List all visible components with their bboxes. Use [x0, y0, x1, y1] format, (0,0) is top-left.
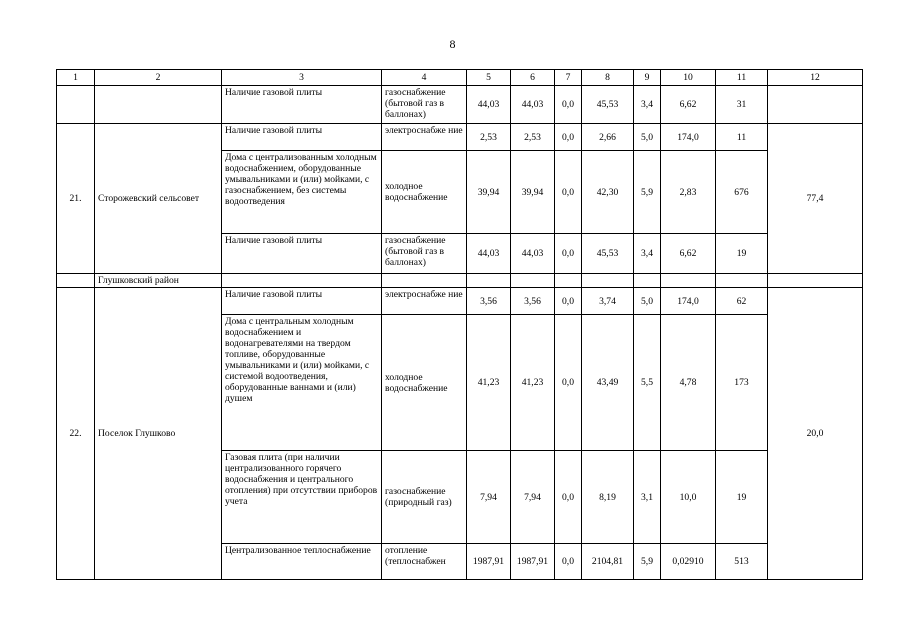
cell-value: 3,4	[634, 86, 661, 124]
cell-coef: 20,0	[768, 288, 863, 580]
cell-category: Газовая плита (при наличии централизованного горячего водоснабжения и центрального отопления) при отсутствии приборов учета	[222, 451, 382, 544]
cell-value: 41,23	[467, 315, 511, 451]
cell-value: 513	[716, 544, 768, 580]
cell-value: 10,0	[661, 451, 716, 544]
cell-value: 2,83	[661, 151, 716, 234]
cell-value: 3,74	[582, 288, 634, 315]
settlement-name: Сторожевский сельсовет	[95, 124, 222, 274]
cell-category: Наличие газовой плиты	[222, 124, 382, 151]
table-row	[57, 288, 863, 315]
header-cell: 11	[716, 70, 768, 86]
row-number: 21.	[57, 124, 95, 274]
cell-coef	[768, 86, 863, 124]
cell-num	[57, 86, 95, 124]
cell-value: 44,03	[467, 86, 511, 124]
cell-value: 2,66	[582, 124, 634, 151]
cell-value: 1987,91	[467, 544, 511, 580]
cell-service: электроснабже ние	[382, 124, 467, 151]
cell-value: 8,19	[582, 451, 634, 544]
table-row	[57, 124, 863, 151]
cell-value: 7,94	[511, 451, 555, 544]
cell-category: Дома с централизованным холодным водоснабжением, оборудованные умывальниками и (или) мойками, с газоснабжением, без системы водоотведения	[222, 151, 382, 234]
cell-service: газоснабжение (бытовой газ в баллонах)	[382, 234, 467, 274]
cell-value: 45,53	[582, 86, 634, 124]
cell-value: 173	[716, 315, 768, 451]
cell-value: 44,03	[511, 234, 555, 274]
cell-value: 5,5	[634, 315, 661, 451]
cell-value: 0,0	[555, 451, 582, 544]
header-cell: 7	[555, 70, 582, 86]
cell-service: газоснабжение (природный газ)	[382, 451, 467, 544]
cell-value: 3,4	[634, 234, 661, 274]
header-cell: 8	[582, 70, 634, 86]
cell-value: 2,53	[511, 124, 555, 151]
header-cell: 9	[634, 70, 661, 86]
cell-value: 7,94	[467, 451, 511, 544]
header-row	[57, 70, 863, 86]
cell-value: 6,62	[661, 234, 716, 274]
cell-value: 5,0	[634, 124, 661, 151]
cell-value: 11	[716, 124, 768, 151]
cell-value: 0,0	[555, 151, 582, 234]
cell-value: 0,02910	[661, 544, 716, 580]
cell-value: 174,0	[661, 288, 716, 315]
cell-value: 2104,81	[582, 544, 634, 580]
cell-value: 0,0	[555, 124, 582, 151]
cell-value: 31	[716, 86, 768, 124]
cell-value: 1987,91	[511, 544, 555, 580]
cell-value: 4,78	[661, 315, 716, 451]
page-number: 8	[449, 37, 456, 51]
cell-service: отопление (теплоснабжен	[382, 544, 467, 580]
cell-value: 0,0	[555, 315, 582, 451]
cell-value: 3,1	[634, 451, 661, 544]
cell-settlement	[95, 86, 222, 124]
district-name: Глушковский район	[95, 274, 222, 288]
cell-value: 3,56	[511, 288, 555, 315]
header-cell: 6	[511, 70, 555, 86]
cell-value: 42,30	[582, 151, 634, 234]
cell-value: 2,53	[467, 124, 511, 151]
cell-value: 44,03	[511, 86, 555, 124]
header-cell: 12	[768, 70, 863, 86]
cell-category: Наличие газовой плиты	[222, 86, 382, 124]
header-cell: 4	[382, 70, 467, 86]
cell-num	[57, 274, 95, 288]
cell-value: 5,9	[634, 544, 661, 580]
cell-category: Централизованное теплоснабжение	[222, 544, 382, 580]
cell-value: 0,0	[555, 234, 582, 274]
district-row	[57, 274, 863, 288]
cell-value: 3,56	[467, 288, 511, 315]
header-cell: 5	[467, 70, 511, 86]
cell-value: 5,9	[634, 151, 661, 234]
cell-value: 174,0	[661, 124, 716, 151]
cell-category: Наличие газовой плиты	[222, 288, 382, 315]
tariff-table	[56, 69, 863, 580]
cell-value: 676	[716, 151, 768, 234]
cell-service: холодное водоснабжение	[382, 151, 467, 234]
cell-value: 6,62	[661, 86, 716, 124]
cell-value: 41,23	[511, 315, 555, 451]
cell-category: Дома с центральным холодным водоснабжением и водонагревателями на твердом топливе, оборудованные умывальниками и (или) мойками, с системой водоотведения, оборудованные ваннами и (или) душем	[222, 315, 382, 451]
cell-value: 44,03	[467, 234, 511, 274]
header-cell: 10	[661, 70, 716, 86]
cell-value: 39,94	[467, 151, 511, 234]
cell-category: Наличие газовой плиты	[222, 234, 382, 274]
cell-value: 5,0	[634, 288, 661, 315]
cell-value: 45,53	[582, 234, 634, 274]
cell-service: электроснабже ние	[382, 288, 467, 315]
row-number: 22.	[57, 288, 95, 580]
cell-value: 0,0	[555, 544, 582, 580]
header-cell: 2	[95, 70, 222, 86]
table-row	[57, 86, 863, 124]
header-cell: 3	[222, 70, 382, 86]
cell-value: 19	[716, 234, 768, 274]
header-cell: 1	[57, 70, 95, 86]
cell-value: 43,49	[582, 315, 634, 451]
cell-value: 39,94	[511, 151, 555, 234]
cell-service: холодное водоснабжение	[382, 315, 467, 451]
cell-value: 62	[716, 288, 768, 315]
cell-service: газоснабжение (бытовой газ в баллонах)	[382, 86, 467, 124]
cell-value: 0,0	[555, 86, 582, 124]
cell-value: 0,0	[555, 288, 582, 315]
settlement-name: Поселок Глушково	[95, 288, 222, 580]
cell-value: 19	[716, 451, 768, 544]
cell-coef: 77,4	[768, 124, 863, 274]
